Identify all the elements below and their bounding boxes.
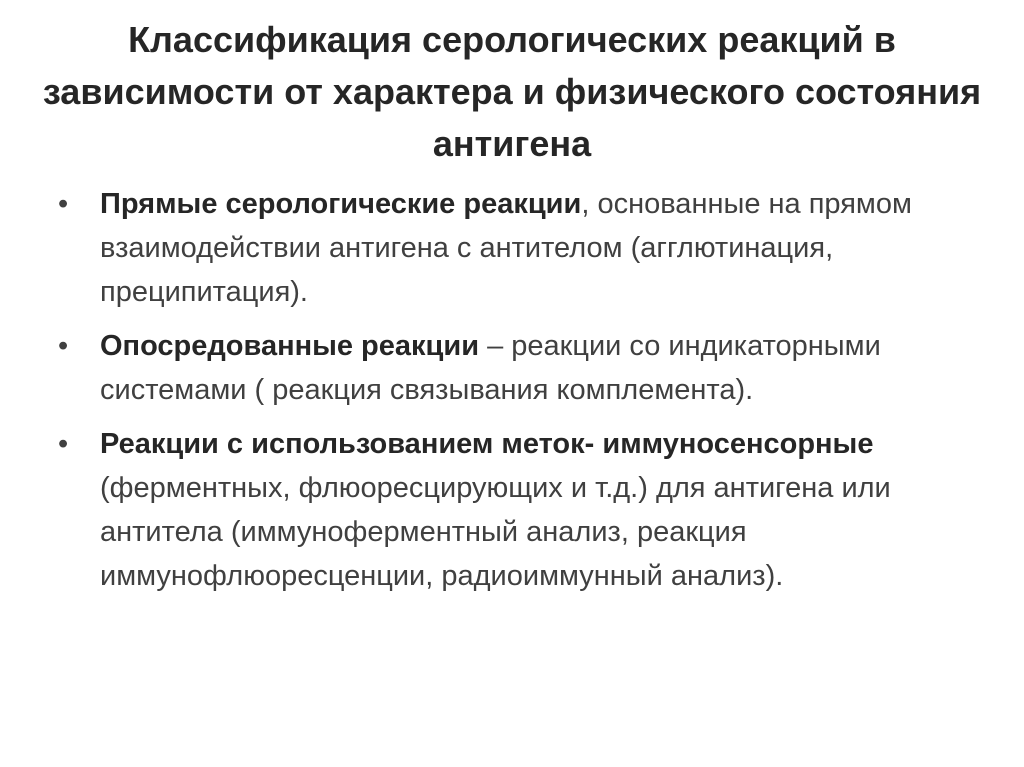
bullet-item-direct-reactions	[58, 182, 958, 314]
bullet-item-mediated-reactions	[58, 324, 958, 412]
bullet-dot-icon: •	[58, 188, 69, 220]
bullet-heading: Реакции с использованием меток- иммуносенсорные	[100, 428, 874, 460]
bullet-item-label-reactions	[58, 422, 958, 598]
slide-title: Классификация серологических реакций в зависимости от характера и физического состояния антигена	[42, 19, 982, 164]
bullet-heading: Опосредованные реакции	[100, 330, 480, 362]
bullet-text: , основанные на прямом взаимодействии антигена с антителом (агглютинация, преципитация).	[100, 188, 912, 308]
bullet-dot-icon: •	[58, 428, 69, 460]
bullet-text: (ферментных, флюоресцирующих и т.д.) для антигена или антитела (иммуноферментный анализ, реакция иммунофлюоресценции, радиоиммунный анализ).	[100, 472, 891, 592]
bullet-list	[58, 182, 958, 608]
bullet-dot-icon: •	[58, 330, 69, 362]
bullet-text: – реакции со индикаторными системами ( реакция связывания комплемента).	[100, 330, 881, 406]
bullet-heading: Прямые серологические реакции	[100, 188, 582, 220]
